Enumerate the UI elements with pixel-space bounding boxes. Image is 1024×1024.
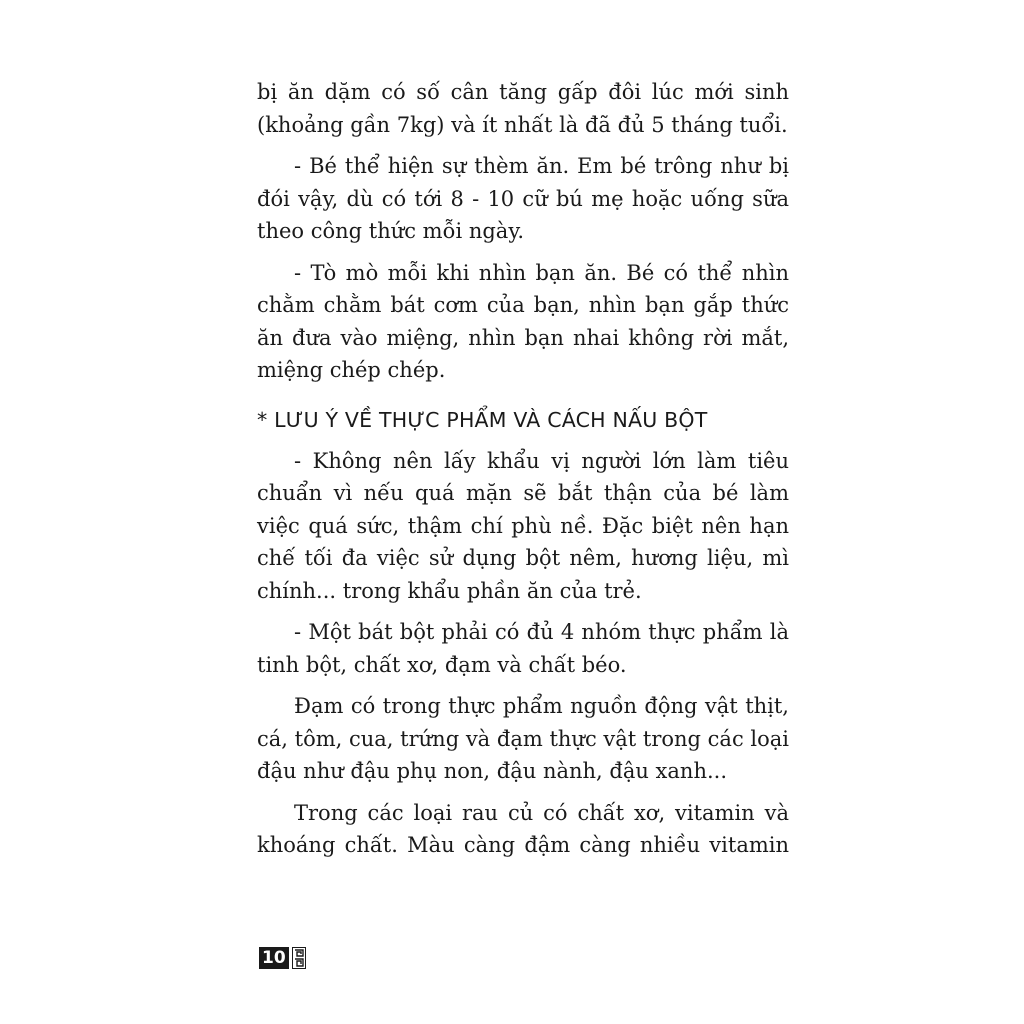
greek-key-ornament-icon <box>292 947 306 969</box>
paragraph-1: bị ăn dặm có số cân tăng gấp đôi lúc mới sinh (khoảng gần 7kg) và ít nhất là đã đủ 5 tháng tuổi. <box>257 80 789 137</box>
section-heading: * LƯU Ý VỀ THỰC PHẨM VÀ CÁCH NẤU BỘT <box>257 407 708 432</box>
paragraph-2: - Bé thể hiện sự thèm ăn. Em bé trông như bị đói vậy, dù có tới 8 - 10 cữ bú mẹ hoặc uống sữa theo công thức mỗi ngày. <box>257 154 789 243</box>
page-number: 10 <box>259 947 289 969</box>
body-text <box>257 76 789 871</box>
paragraph-6: Đạm có trong thực phẩm nguồn động vật thịt, cá, tôm, cua, trứng và đạm thực vật trong các loại đậu như đậu phụ non, đậu nành, đậu xanh... <box>257 694 789 783</box>
paragraph-4: - Không nên lấy khẩu vị người lớn làm tiêu chuẩn vì nếu quá mặn sẽ bắt thận của bé làm việc quá sức, thậm chí phù nề. Đặc biệt nên hạn chế tối đa việc sử dụng bột nêm, hương liệu, mì chính... trong khẩu phần ăn của trẻ. <box>257 448 789 603</box>
page-footer <box>259 947 306 969</box>
paragraph-5: - Một bát bột phải có đủ 4 nhóm thực phẩm là tinh bột, chất xơ, đạm và chất béo. <box>257 620 789 677</box>
paragraph-3: - Tò mò mỗi khi nhìn bạn ăn. Bé có thể nhìn chằm chằm bát cơm của bạn, nhìn bạn gắp thức ăn đưa vào miệng, nhìn bạn nhai không rời mắt, miệng chép chép. <box>257 260 789 382</box>
paragraph-7: Trong các loại rau củ có chất xơ, vitamin và khoáng chất. Màu càng đậm càng nhiều vitamin <box>257 800 789 857</box>
